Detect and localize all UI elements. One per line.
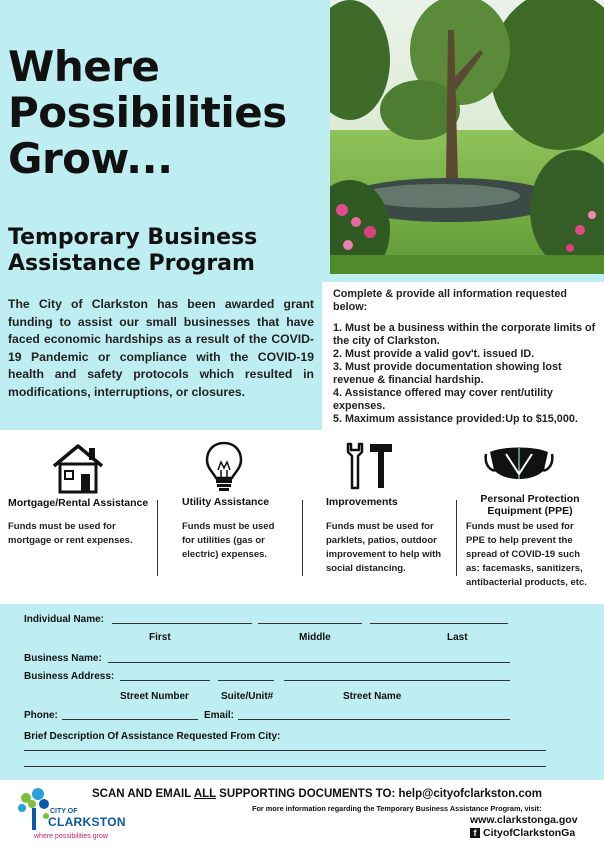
headline-line-2: Possibilities [8, 88, 287, 137]
street-name-caption: Street Name [343, 691, 402, 702]
phone-line[interactable] [62, 719, 198, 720]
requirement-item-5: 5. Maximum assistance provided:Up to $15,000. [333, 413, 578, 425]
last-caption: Last [447, 632, 468, 643]
program-title-line-1: Temporary Business [8, 225, 258, 250]
category-desc-improvements: Funds must be used for parklets, patios, outdoor improvement to help with social distancing. [326, 521, 442, 574]
requirement-item-3: 3. Must provide documentation showing lost revenue & financial hardship. [333, 361, 562, 386]
business-name-line[interactable] [108, 662, 510, 663]
facebook-handle: CityofClarkstonGa [483, 827, 576, 839]
headline-line-3: Grow... [8, 134, 173, 183]
requirements-intro: Complete & provide all information requested below: [333, 288, 567, 313]
business-address-label: Business Address: [24, 671, 115, 682]
facebook-icon: f [470, 828, 480, 838]
lightbulb-icon [204, 440, 244, 499]
email-label: Email: [204, 710, 235, 721]
requirements-box [322, 282, 604, 430]
category-title-improvements: Improvements [326, 496, 398, 508]
category-title-mortgage: Mortgage/Rental Assistance [8, 497, 149, 509]
more-info-text: For more information regarding the Temporary Business Assistance Program, visit: [252, 804, 542, 813]
scan-all: ALL [193, 788, 216, 800]
first-caption: First [149, 632, 171, 643]
street-name-line[interactable] [284, 680, 510, 681]
intro-paragraph: The City of Clarkston has been awarded grant funding to assist our small businesses that have faced economic hardships as a result of the COVID-19 Pandemic or compliance with the COVID-19 health and safety protocols which resulted in modifications, interruptions, or closures. [8, 297, 314, 399]
column-divider [456, 500, 457, 576]
description-line-2[interactable] [24, 766, 546, 767]
garden-photo [330, 0, 604, 274]
category-title-utility: Utility Assistance [182, 496, 270, 508]
category-title-ppe: Personal Protection Equipment (PPE) [480, 493, 580, 517]
house-icon [50, 442, 106, 499]
facebook-link[interactable] [470, 827, 575, 839]
clarkston-logo [14, 786, 124, 844]
business-name-label: Business Name: [24, 653, 102, 664]
headline-line-1: Where [8, 42, 160, 91]
scan-suffix[interactable]: SUPPORTING DOCUMENTS TO: help@cityofclarkston.com [215, 788, 542, 800]
headline [8, 44, 338, 182]
description-label: Brief Description Of Assistance Requested From City: [24, 731, 281, 742]
category-desc-utility: Funds must be used for utilities (gas or electric) expenses. [182, 521, 275, 560]
email-line[interactable] [238, 719, 510, 720]
last-name-line[interactable] [370, 623, 508, 624]
form-background [0, 604, 604, 780]
category-desc-ppe: Funds must be used for PPE to help prevent the spread of COVID-19 such as: facemasks, sanitizers, antibacterial products, etc. [466, 521, 587, 588]
column-divider [157, 500, 158, 576]
tools-icon [344, 442, 394, 495]
category-desc-mortgage: Funds must be used for mortgage or rent expenses. [8, 521, 133, 546]
logo-clarkston: CLARKSTON [48, 815, 126, 829]
description-line-1[interactable] [24, 750, 546, 751]
logo-city-of: CITY OF [50, 808, 78, 815]
phone-label: Phone: [24, 710, 58, 721]
program-title [8, 225, 330, 277]
individual-name-label: Individual Name: [24, 614, 105, 625]
website-link[interactable]: www.clarkstonga.gov [470, 814, 578, 826]
requirement-item-1: 1. Must be a business within the corporate limits of the city of Clarkston. [333, 322, 596, 347]
requirement-item-2: 2. Must provide a valid gov't. issued ID. [333, 348, 535, 360]
scan-prefix: SCAN AND EMAIL [92, 788, 194, 800]
suite-unit-caption: Suite/Unit# [221, 691, 274, 702]
middle-name-line[interactable] [258, 623, 362, 624]
logo-tagline: where possibilities grow [34, 833, 108, 840]
face-mask-icon [484, 444, 554, 489]
suite-unit-line[interactable] [218, 680, 274, 681]
first-name-line[interactable] [112, 623, 252, 624]
street-number-caption: Street Number [120, 691, 189, 702]
requirement-item-4: 4. Assistance offered may cover rent/utility expenses. [333, 387, 553, 412]
middle-caption: Middle [299, 632, 331, 643]
program-title-line-2: Assistance Program [8, 251, 255, 276]
street-number-line[interactable] [120, 680, 210, 681]
column-divider [302, 500, 303, 576]
